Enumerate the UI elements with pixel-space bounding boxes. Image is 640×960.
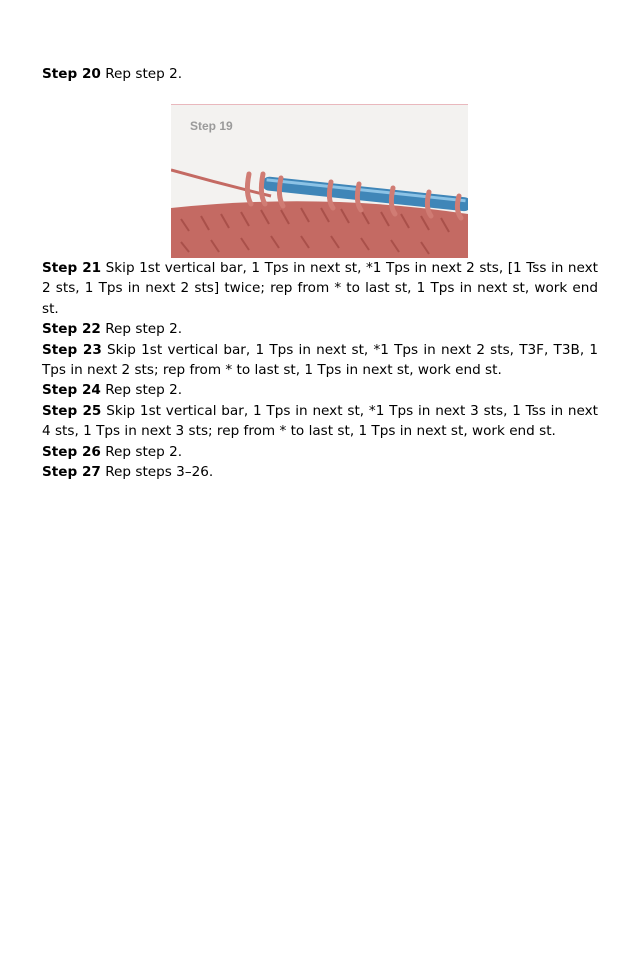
step-label: Step 21 — [42, 260, 102, 276]
step-text: Rep step 2. — [105, 443, 183, 460]
step-text: Rep step 2. — [105, 382, 183, 399]
step-label: Step 22 — [42, 321, 101, 338]
step-23 — [42, 340, 598, 381]
step-label: Step 27 — [42, 464, 101, 481]
steps-list — [42, 258, 598, 482]
figure-caption: Step 19 — [190, 119, 233, 133]
step-19-photo — [171, 104, 468, 258]
step-20 — [42, 64, 598, 84]
divider — [171, 104, 468, 105]
step-26 — [42, 442, 598, 462]
step-text: Skip 1st vertical bar, 1 Tps in next st, *1 Tps in next 2 sts, T3F, T3B, 1 Tps in next 2 sts; rep from * to last st, 1 Tps in next st, work end st. — [42, 341, 599, 379]
step-text: Rep steps 3–26. — [105, 464, 214, 481]
step-label: Step 25 — [42, 402, 102, 419]
step-21 — [42, 258, 598, 319]
step-25 — [42, 401, 598, 442]
step-27 — [42, 462, 598, 482]
step-text: Rep step 2. — [105, 66, 183, 82]
step-label: Step 23 — [42, 341, 102, 358]
step-text: Skip 1st vertical bar, 1 Tps in next st, *1 Tps in next 2 sts, [1 Tss in next 2 sts, 1 Tps in next 2 sts] twice; rep from * to last st, 1 Tps in next st, work end st. — [42, 260, 599, 317]
step-22 — [42, 319, 598, 339]
step-label: Step 24 — [42, 382, 101, 399]
step-text: Skip 1st vertical bar, 1 Tps in next st, *1 Tps in next 3 sts, 1 Tss in next 4 sts, 1 Tps in next 3 sts; rep from * to last st, 1 Tps in next st, work end st. — [42, 402, 599, 440]
step-label: Step 26 — [42, 443, 101, 460]
step-24 — [42, 380, 598, 400]
step-label: Step 20 — [42, 66, 101, 82]
step-text: Rep step 2. — [105, 321, 183, 338]
